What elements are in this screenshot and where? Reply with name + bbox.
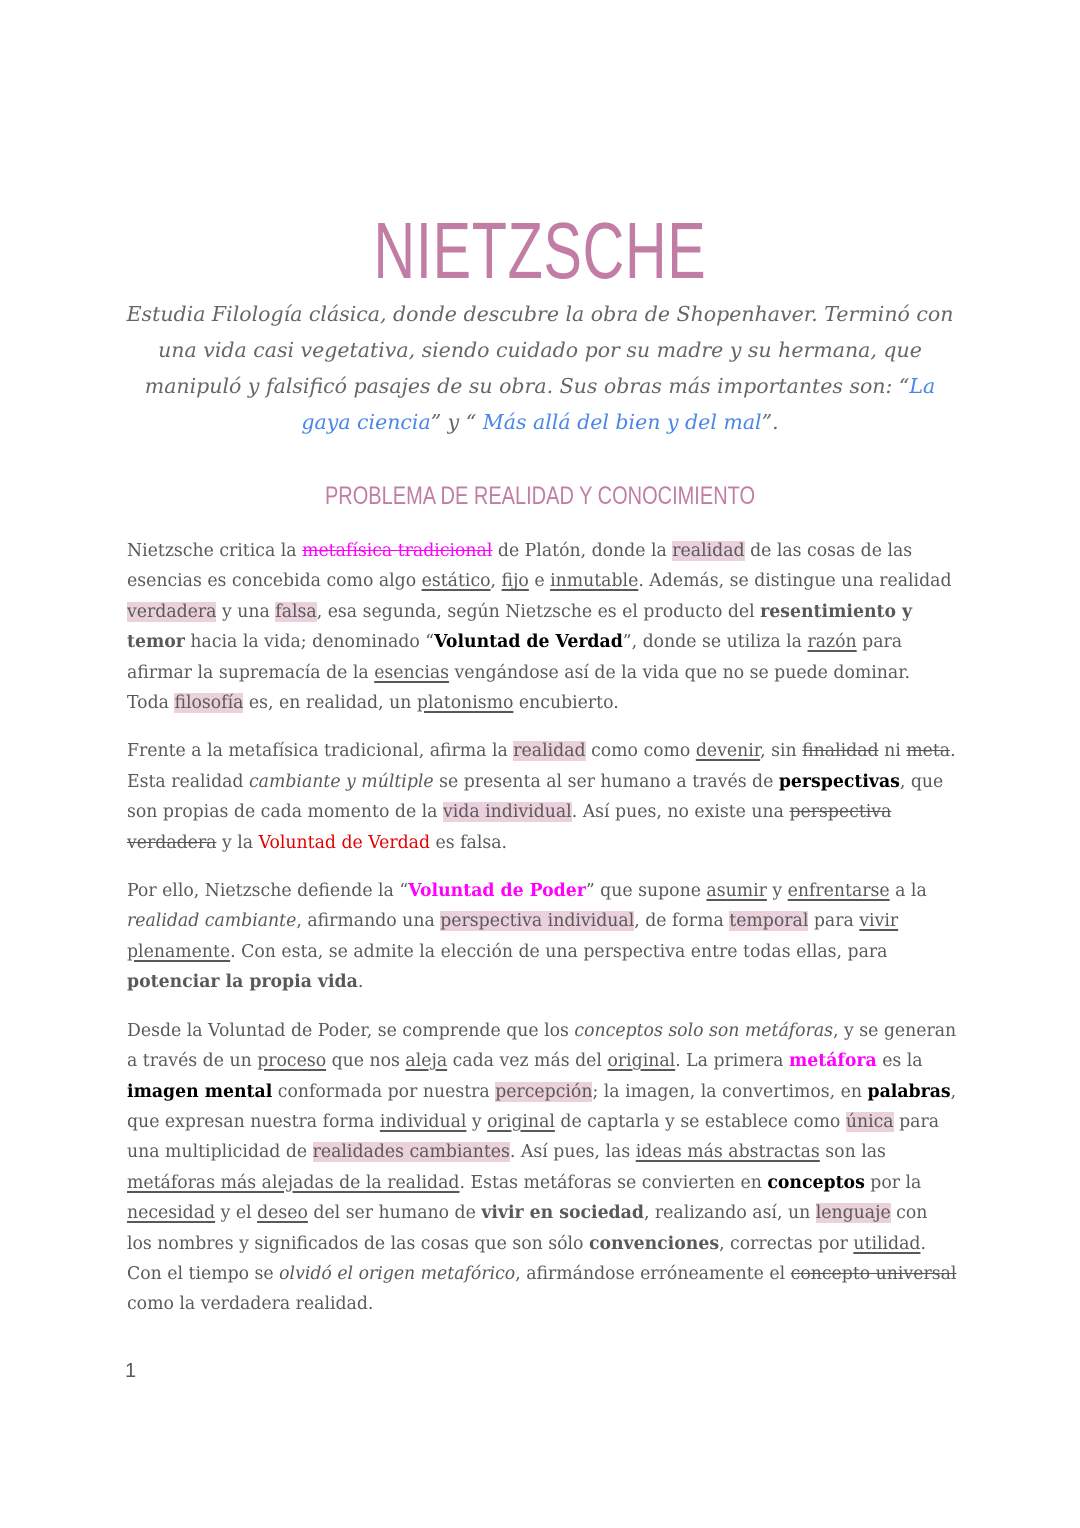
text-run-n: para una multiplicidad de [127, 1111, 940, 1163]
intro-text: ”. [761, 410, 779, 434]
text-run-u: estático [421, 571, 491, 592]
text-run-n: como como [585, 741, 696, 762]
text-run-s: concepto universal [790, 1263, 957, 1284]
text-run-n: de captarla y se establece como [554, 1111, 846, 1132]
text-run-n: por la [864, 1172, 922, 1193]
intro-text: Estudia Filología clásica, donde descubre la obra de Shopenhaver. Terminó con una vida casi vegetativa, siendo cuidado por su madre y su hermana, que manipuló y falsificó pasajes de su obra. Sus obras más importantes son: “ [126, 302, 954, 398]
text-run-n: como la verdadera realidad. [127, 1294, 374, 1315]
text-run-n: , y se generan a través de un [127, 1020, 957, 1072]
text-run-u: fijo [501, 571, 529, 592]
text-run-n: , [490, 571, 502, 592]
text-run-n: son las [819, 1142, 886, 1163]
text-run-bk: conceptos [767, 1172, 865, 1193]
text-run-n: ; la imagen, la convertimos, en [592, 1081, 868, 1102]
text-run-s: meta [906, 741, 951, 762]
text-run-bk: perspectivas [778, 771, 900, 792]
text-run-u: enfrentarse [787, 881, 890, 902]
paragraph [127, 536, 957, 718]
text-run-n: para [808, 911, 860, 932]
text-run-s: perspectiva verdadera [127, 802, 892, 853]
text-run-n: , que expresan nuestra forma [127, 1081, 957, 1132]
text-run-n: . Además, se distingue una realidad [638, 571, 952, 592]
document-title: NIETZSCHE [373, 206, 707, 295]
text-run-n: , de forma [634, 911, 730, 932]
text-run-i: olvidó el origen metafórico [279, 1263, 516, 1284]
paragraph [127, 736, 957, 858]
text-run-n: , que son propias de cada momento de la [127, 771, 944, 823]
text-run-u: inmutable [550, 571, 639, 592]
text-run-n: . Así pues, las [509, 1142, 636, 1163]
text-run-n: es, en realidad, un [243, 693, 417, 714]
text-run-n: de Platón, donde la [492, 541, 673, 561]
text-run-i: realidad cambiante [127, 911, 297, 932]
text-run-n: del ser humano de [307, 1203, 482, 1224]
text-run-u: individual [379, 1111, 467, 1132]
text-run-h: lenguaje [815, 1203, 891, 1224]
text-run-n: . La primera [675, 1051, 789, 1072]
text-run-n: para afirmar la supremacía de la [127, 632, 903, 683]
text-run-n: es la [876, 1051, 923, 1072]
text-run-n: Por ello, Nietzsche defiende la “ [127, 881, 409, 902]
text-run-n: e [528, 571, 551, 592]
text-run-h: realidades cambiantes [312, 1142, 510, 1163]
text-run-b: resentimiento y temor [127, 601, 913, 653]
text-run-n: vengándose así de la vida que no se puede dominar. Toda [127, 662, 911, 714]
text-run-n: a la [889, 881, 927, 902]
text-run-u: metáforas más alejadas de la realidad [127, 1172, 460, 1193]
text-run-u: necesidad [127, 1203, 216, 1224]
text-run-n: de las cosas de las esencias es concebida como algo [127, 541, 913, 592]
text-run-n: encubierto. [513, 693, 619, 714]
text-run-n: ni [878, 741, 907, 762]
text-run-u: deseo [257, 1203, 308, 1224]
section-heading: PROBLEMA DE REALIDAD Y CONOCIMIENTO [324, 482, 756, 510]
text-run-n: Nietzsche critica la [127, 541, 303, 561]
text-run-n: cada vez más del [447, 1051, 608, 1072]
text-run-h: filosofía [174, 693, 244, 714]
text-run-n: conformada por nuestra [272, 1081, 496, 1102]
text-run-i: conceptos solo son metáforas [574, 1020, 833, 1041]
text-run-n: , correctas por [719, 1233, 854, 1254]
paragraph [127, 876, 957, 998]
text-run-h: realidad [513, 741, 586, 762]
text-run-s: finalidad [802, 741, 879, 762]
text-run-h: temporal [729, 911, 809, 932]
text-run-b: potenciar la propia vida [127, 972, 358, 993]
text-run-bm: Voluntad de Poder [408, 881, 586, 902]
text-run-n: , esa segunda, según Nietzsche es el producto del [316, 601, 761, 622]
text-run-n: . Así pues, no existe una [571, 802, 790, 823]
text-run-h: percepción [495, 1081, 593, 1102]
text-run-n: ”, donde se utiliza la [622, 632, 808, 653]
text-run-i: cambiante y múltiple [249, 771, 434, 792]
text-run-u: razón [807, 632, 857, 653]
text-run-n: . Estas metáforas se convierten en [459, 1172, 768, 1193]
text-run-u: devenir [695, 741, 761, 762]
text-run-b: vivir en sociedad [481, 1203, 644, 1224]
text-run-bk: Voluntad de Verdad [434, 632, 623, 653]
work-link-mas-alla[interactable]: Más allá del bien y del mal [482, 410, 762, 434]
text-run-u: vivir plenamente [127, 911, 899, 962]
text-run-u: utilidad [853, 1233, 921, 1254]
text-run-r: Voluntad de Verdad [258, 832, 431, 853]
text-run-n: . Con el tiempo se [127, 1233, 926, 1284]
text-run-h: verdadera [127, 601, 217, 622]
text-run-n: . Esta realidad [127, 741, 956, 792]
text-run-n: . Con esta, se admite la elección de una perspectiva entre todas ellas, para [230, 941, 888, 962]
text-run-n: , afirmándose erróneamente el [515, 1263, 791, 1284]
paragraph [127, 1016, 957, 1320]
page-number: 1 [125, 1360, 137, 1382]
text-run-n: que nos [326, 1051, 406, 1072]
text-run-bm: metáfora [788, 1051, 877, 1072]
intro-paragraph [125, 296, 955, 440]
text-run-b: convenciones [588, 1233, 720, 1254]
text-run-u: asumir [706, 881, 767, 902]
text-run-n: y [466, 1111, 488, 1132]
text-run-n: se presenta al ser humano a través de [433, 771, 779, 792]
text-run-n: es falsa. [430, 832, 508, 853]
text-run-n: y el [215, 1203, 258, 1224]
text-run-n: y una [216, 601, 276, 622]
intro-text: ” y “ [430, 410, 483, 434]
text-run-h: falsa [275, 601, 317, 622]
text-run-h: realidad [672, 541, 745, 561]
body-text [127, 536, 957, 1338]
text-run-n: , afirmando una [296, 911, 441, 932]
text-run-u: esencias [374, 662, 450, 683]
text-run-n: y [766, 881, 788, 902]
text-run-n: hacia la vida; denominado “ [184, 632, 435, 653]
text-run-h: única [845, 1111, 894, 1132]
text-run-bk: imagen mental [127, 1081, 273, 1102]
text-run-sm: metafísica tradicional [302, 541, 493, 561]
text-run-u: original [487, 1111, 555, 1132]
text-run-u: original [607, 1051, 676, 1072]
text-run-n: Frente a la metafísica tradicional, afirma la [127, 741, 514, 762]
text-run-u: platonismo [416, 693, 514, 714]
text-run-n: Desde la Voluntad de Poder, se comprende que los [127, 1020, 575, 1041]
text-run-bk: palabras [867, 1081, 951, 1102]
text-run-n: y la [216, 832, 259, 853]
text-run-n: , sin [760, 741, 803, 762]
text-run-h: vida individual [442, 802, 572, 823]
text-run-n: . [357, 972, 364, 993]
text-run-u: proceso [257, 1051, 327, 1072]
text-run-n: ” que supone [585, 881, 707, 902]
text-run-u: ideas más abstractas [635, 1142, 820, 1163]
text-run-n: con los nombres y significados de las cosas que son sólo [127, 1203, 928, 1254]
text-run-h: perspectiva individual [440, 911, 635, 932]
work-link-gaya-ciencia[interactable]: La gaya ciencia [301, 374, 936, 434]
text-run-u: aleja [405, 1051, 448, 1072]
text-run-n: , realizando así, un [643, 1203, 816, 1224]
